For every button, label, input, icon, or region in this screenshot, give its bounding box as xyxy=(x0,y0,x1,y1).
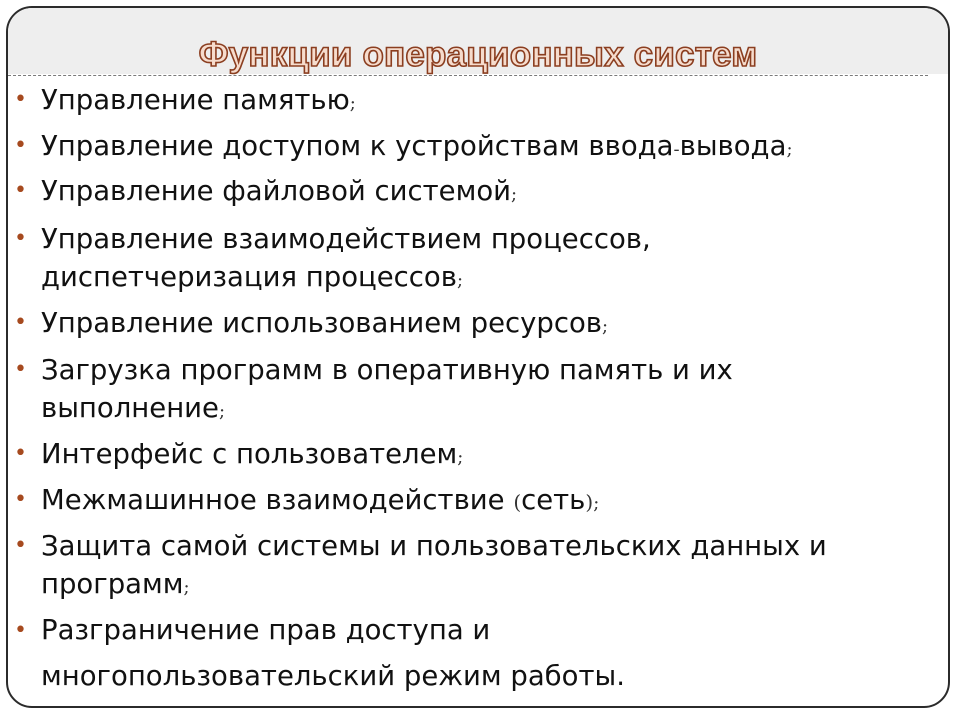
bullet-icon: • xyxy=(14,133,27,158)
bullet-icon: • xyxy=(14,226,27,251)
list-item-close-paren: ) xyxy=(585,490,594,514)
bullet-icon: • xyxy=(14,533,27,558)
bullet-icon: • xyxy=(14,618,27,643)
list-item-separator: ; xyxy=(511,184,518,205)
list-item-open-paren: ( xyxy=(513,490,522,514)
list-item-text: Управление взаимодействием процессов, диспетчеризация процессов xyxy=(41,223,651,293)
title-band xyxy=(8,8,948,74)
bullet-icon: • xyxy=(14,487,27,512)
list-item-hyphen: - xyxy=(673,139,680,160)
list-item-text: Управление доступом к устройствам ввода xyxy=(41,130,674,162)
list-item-text: Защита самой системы и пользовательских данных и программ xyxy=(41,530,827,600)
list-item-text: Управление памятью xyxy=(41,84,350,116)
list-item-separator: ; xyxy=(457,447,464,468)
list-item-text: Межмашинное взаимодействие xyxy=(41,484,514,516)
list-item-text-cont: вывода xyxy=(679,130,787,162)
list-item-separator: ; xyxy=(456,270,464,291)
list-item-text-cont: сеть xyxy=(521,484,586,516)
list-item-separator: ; xyxy=(183,577,190,598)
list-item-separator: ; xyxy=(349,93,356,114)
bullet-icon: • xyxy=(14,441,27,466)
bullet-icon: • xyxy=(14,178,27,203)
list-item-separator: ; xyxy=(786,139,793,160)
list-item-text: Управление файловой системой xyxy=(41,175,512,207)
bullet-icon: • xyxy=(14,87,27,112)
list-item-text: Управление использованием ресурсов xyxy=(41,307,602,339)
list-item-text: Интерфейс с пользователем xyxy=(41,438,458,470)
bullet-icon: • xyxy=(14,310,27,335)
list-item-separator: ; xyxy=(593,493,600,514)
list-item-separator: ; xyxy=(601,316,609,337)
bullet-icon: • xyxy=(14,357,27,382)
title-divider xyxy=(8,75,928,76)
list-item-text: Загрузка программ в оперативную память и их выполнение xyxy=(41,354,733,424)
list-item-text: Разграничение прав доступа и многопользовательский режим работы. xyxy=(41,614,625,692)
slide-title: Функции операционных систем xyxy=(198,35,758,74)
list-item-separator: ; xyxy=(218,401,226,422)
